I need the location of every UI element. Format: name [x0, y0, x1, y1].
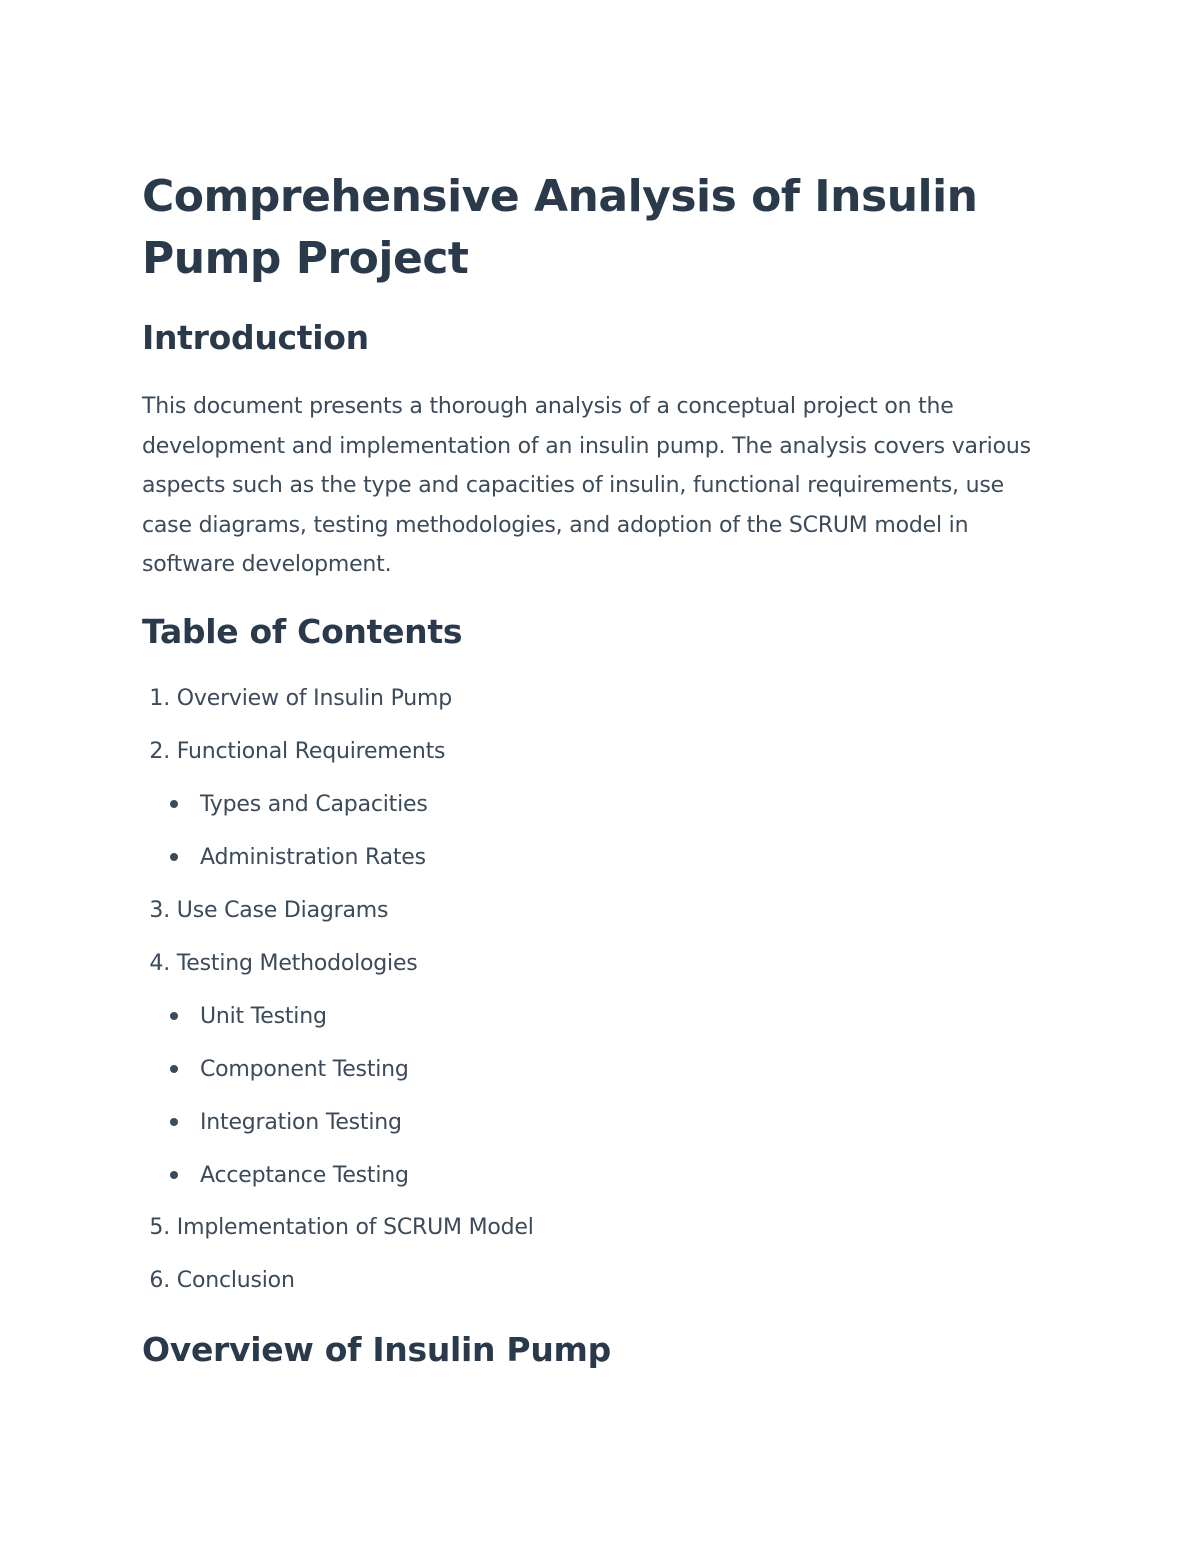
toc-item-overview[interactable] — [142, 684, 452, 714]
toc-sub-label: Administration Rates — [200, 845, 426, 870]
document-title: Comprehensive Analysis of Insulin Pump Project — [142, 171, 978, 284]
toc-number: 3. — [149, 898, 170, 923]
toc-item-functional-requirements[interactable] — [142, 737, 445, 767]
toc-item-testing-methodologies[interactable] — [142, 949, 418, 979]
toc-subitem-integration-testing[interactable] — [170, 1108, 402, 1138]
toc-sub-label: Integration Testing — [200, 1110, 402, 1135]
toc-sub-label: Unit Testing — [200, 1004, 327, 1029]
toc-subitem-types-capacities[interactable] — [170, 790, 428, 820]
toc-item-scrum-model[interactable] — [142, 1213, 534, 1243]
toc-sub-label: Component Testing — [200, 1057, 409, 1082]
toc-label: Implementation of SCRUM Model — [176, 1215, 534, 1240]
toc-subitem-component-testing[interactable] — [170, 1055, 409, 1085]
introduction-paragraph: This document presents a thorough analysis of a conceptual project on the development and implementation of an insulin pump. The analysis covers various aspects such as the type and capacities of insulin, functional requirements, use case diagrams, testing methodologies, and adoption of the SCRUM model in software development. — [142, 394, 1031, 577]
toc-item-use-case-diagrams[interactable] — [142, 896, 388, 926]
toc-number: 4. — [149, 951, 170, 976]
bullet-icon — [170, 1171, 178, 1179]
bullet-icon — [170, 800, 178, 808]
bullet-icon — [170, 853, 178, 861]
toc-subitem-unit-testing[interactable] — [170, 1002, 327, 1032]
toc-label: Overview of Insulin Pump — [176, 686, 452, 711]
toc-label: Testing Methodologies — [176, 951, 418, 976]
bullet-icon — [170, 1012, 178, 1020]
toc-number: 6. — [149, 1268, 170, 1293]
toc-heading: Table of Contents — [142, 612, 463, 651]
toc-item-conclusion[interactable] — [142, 1266, 295, 1296]
toc-number: 2. — [149, 739, 170, 764]
toc-sub-label: Types and Capacities — [200, 792, 428, 817]
toc-number: 5. — [149, 1215, 170, 1240]
overview-heading: Overview of Insulin Pump — [142, 1330, 611, 1369]
toc-subitem-administration-rates[interactable] — [170, 843, 426, 873]
toc-label: Use Case Diagrams — [176, 898, 389, 923]
introduction-heading: Introduction — [142, 318, 369, 357]
toc-subitem-acceptance-testing[interactable] — [170, 1161, 409, 1191]
bullet-icon — [170, 1118, 178, 1126]
toc-label: Functional Requirements — [176, 739, 446, 764]
toc-label: Conclusion — [176, 1268, 295, 1293]
toc-sub-label: Acceptance Testing — [200, 1163, 409, 1188]
bullet-icon — [170, 1065, 178, 1073]
toc-number: 1. — [149, 686, 170, 711]
